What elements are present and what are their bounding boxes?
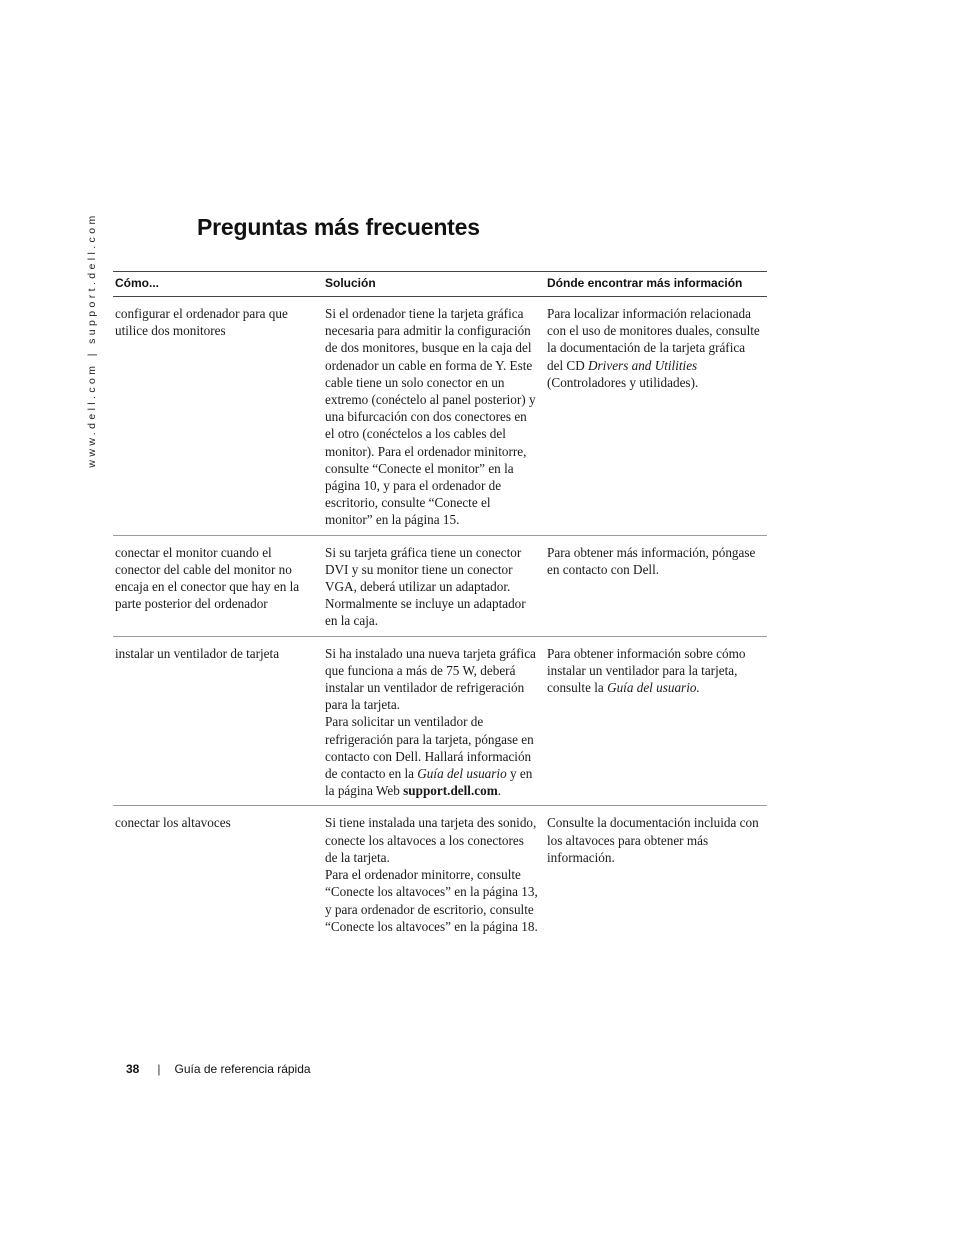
info-emphasis: Guía del usuario. bbox=[607, 680, 700, 696]
cell-solution: Si el ordenador tiene la tarjeta gráfica necesaria para admitir la configuración de dos monitores, busque en la caja del ordenador un cable en forma de Y. Este cable tiene un solo conector en un extremo (conéctelo al panel posterior) y una bifurcación con dos conectores en el otro (conéctelos a los cables del monitor). Para el ordenador minitorre, consulte “Conecte el monitor” en la página 10, y para el ordenador de escritorio, consulte “Conecte el monitor” en la página 15. bbox=[323, 297, 545, 536]
solution-text-end: . bbox=[497, 783, 501, 799]
faq-table bbox=[113, 271, 767, 941]
solution-paragraph: Si tiene instalada una tarjeta des sonido, conecte los altavoces a los conectores de la tarjeta. bbox=[325, 815, 537, 865]
cell-info bbox=[545, 636, 767, 806]
guide-emphasis: Guía del usuario bbox=[417, 766, 507, 782]
table-row bbox=[113, 636, 767, 806]
cell-how: configurar el ordenador para que utilice dos monitores bbox=[113, 297, 323, 536]
document-title: Guía de referencia rápida bbox=[174, 1062, 311, 1076]
cell-how: conectar los altavoces bbox=[115, 815, 231, 831]
footer-separator: | bbox=[157, 1062, 161, 1076]
info-emphasis: Drivers and Utilities bbox=[588, 357, 698, 373]
info-text-end: (Controladores y utilidades). bbox=[547, 374, 699, 390]
solution-paragraph: Para el ordenador minitorre, consulte “Conecte los altavoces” en la página 13, y para ordenador de escritorio, consulte “Conecte los altavoces” en la página 18. bbox=[325, 867, 538, 934]
info-text: Para localizar información relacionada con el uso de monitores duales, consulte la documentación de la tarjeta gráfica del CD bbox=[547, 306, 760, 373]
cell-info: Consulte la documentación incluida con los altavoces para obtener más información. bbox=[547, 815, 759, 865]
solution-text: y en la página Web bbox=[325, 766, 533, 799]
cell-info bbox=[545, 297, 767, 536]
solution-paragraph: Si ha instalado una nueva tarjeta gráfica que funciona a más de 75 W, deberá instalar un ventilador de refrigeración para la tarjeta. bbox=[325, 645, 536, 713]
cell-solution bbox=[323, 806, 545, 941]
support-site-text: support.dell.com bbox=[403, 783, 498, 799]
header-more-info: Dónde encontrar más información bbox=[545, 272, 767, 297]
cell-solution bbox=[323, 636, 545, 806]
cell-how: instalar un ventilador de tarjeta bbox=[113, 636, 323, 806]
table-row bbox=[113, 535, 767, 636]
header-solution: Solución bbox=[323, 272, 545, 297]
side-url: www.dell.com | support.dell.com bbox=[86, 212, 98, 468]
table-row bbox=[113, 297, 767, 536]
page-title: Preguntas más frecuentes bbox=[197, 214, 480, 240]
cell-how: conectar el monitor cuando el conector del cable del monitor no encaja en el conector que hay en la parte posterior del ordenador bbox=[113, 535, 323, 636]
page-footer bbox=[126, 1062, 311, 1076]
table-row bbox=[113, 806, 767, 941]
cell-info: Para obtener más información, póngase en contacto con Dell. bbox=[545, 535, 767, 636]
table-header-row bbox=[113, 272, 767, 297]
solution-text: Para solicitar un ventilador de refrigeración para la tarjeta, póngase en contacto con Dell. Hallará información de contacto en la bbox=[325, 714, 534, 782]
header-how: Cómo... bbox=[113, 272, 323, 297]
solution-paragraph bbox=[325, 713, 539, 799]
page-number: 38 bbox=[126, 1062, 140, 1076]
info-text: Para obtener información sobre cómo instalar un ventilador para la tarjeta, consulte la bbox=[547, 645, 746, 696]
cell-solution: Si su tarjeta gráfica tiene un conector DVI y su monitor tiene un conector VGA, deberá utilizar un adaptador. Normalmente se incluye un adaptador en la caja. bbox=[323, 535, 545, 636]
